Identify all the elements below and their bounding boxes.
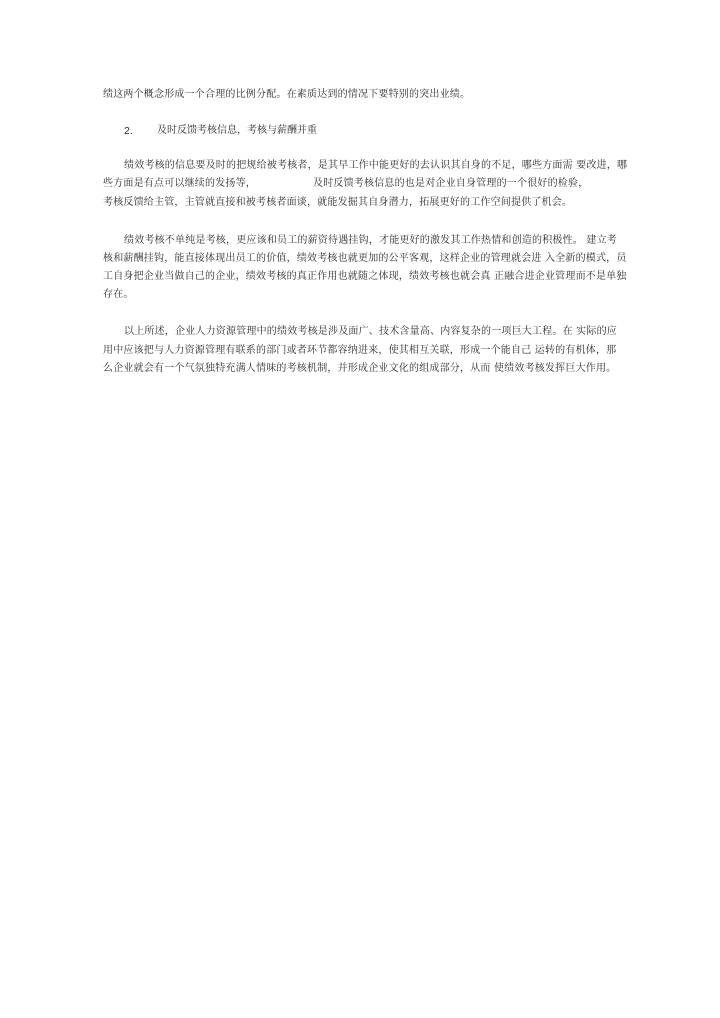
paragraph-line: 些方面是有点可以继续的发扬等， <box>103 178 256 189</box>
paragraph-line: 用中应该把与人力资源管理有联系的部门或者环节都容纳进来，使其相互关联，形成一个能自己 运转的有机体，那 <box>103 345 617 356</box>
paragraph-line: 及时反馈考核信息的也是对企业自身管理的一个很好的检验， <box>313 178 589 189</box>
paragraph-line: 存在。 <box>103 289 134 300</box>
paragraph-line: 么企业就会有一个气氛独特充满人情味的考核机制，并形成企业文化的组成部分，从而 使绩效考核发挥巨大作用。 <box>103 363 617 374</box>
section-title: 及时反馈考核信息，考核与薪酬并重 <box>157 125 317 136</box>
paragraph-line: 绩效考核的信息要及时的把规给被考核者，是其早工作中能更好的去认识其自身的不足，哪些方面需 要改进，哪 <box>124 160 628 171</box>
intro-line: 绩这两个概念形成一个合理的比例分配。在素质达到的情况下要特别的突出业绩。 <box>103 89 471 100</box>
section-number: 2. <box>124 125 133 137</box>
paragraph-line: 以上所述，企业人力资源管理中的绩效考核是涉及面广、技术含量高、内容复杂的一项巨大工程。在 实际的应 <box>124 326 617 337</box>
paragraph-line: 核和薪酬挂钩，能直接体现出员工的价值，绩效考核也就更加的公平客观，这样企业的管理就会进 入全新的模式，员 <box>103 253 627 264</box>
paragraph-line: 绩效考核不单纯是考核，更应该和员工的薪资待遇挂钩，才能更好的激发其工作热情和创造的积极性。 建立考 <box>124 235 617 246</box>
paragraph-line: 考核反馈给主管，主管就直接和被考核者面谈，就能发掘其自身潜力，拓展更好的工作空间提供了机会。 <box>103 197 573 208</box>
paragraph-line: 工自身把企业当做自己的企业，绩效考核的真正作用也就随之体现，绩效考核也就会真 正融合进企业管理而不是单独 <box>103 271 627 282</box>
